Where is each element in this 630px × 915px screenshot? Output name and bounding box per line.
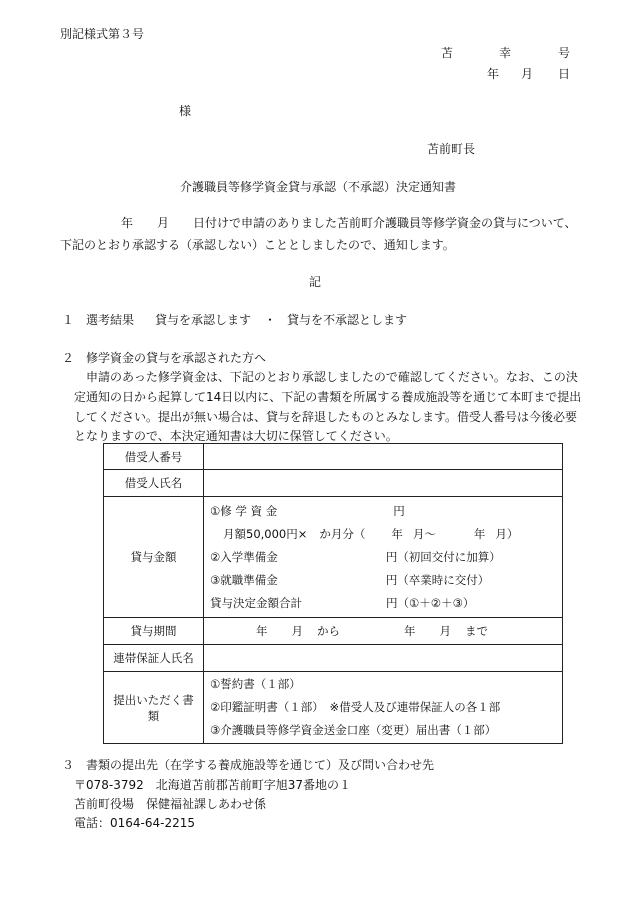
intro-month: 月 bbox=[157, 216, 170, 230]
period-year-2: 年 bbox=[404, 624, 416, 638]
form-number: 別記様式第３号 bbox=[60, 27, 145, 41]
section3-phone: 電話：0164-64-2215 bbox=[74, 816, 196, 830]
period-month-1: 月 bbox=[291, 624, 303, 638]
row-guarantor bbox=[104, 645, 563, 672]
date-month: 月 bbox=[521, 67, 534, 81]
section1-heading: 選考結果 bbox=[86, 313, 135, 327]
loan-period-value bbox=[204, 618, 563, 645]
ki-mark: 記 bbox=[309, 275, 322, 289]
amount-job-label: ③就職準備金 bbox=[210, 572, 278, 587]
loan-period-label: 貸与期間 bbox=[104, 618, 204, 645]
doc-number-suffix: 号 bbox=[558, 46, 571, 60]
doc-item-1: ①誓約書（１部） bbox=[210, 677, 301, 691]
loan-amount-label: 貸与金額 bbox=[104, 497, 204, 618]
intro-line1: 日付けで申請のありました苫前町介護職員等修学資金の貸与について、 bbox=[193, 216, 577, 230]
required-docs-value bbox=[204, 672, 563, 744]
section2-line-1: 申請のあった修学資金は、下記のとおり承認しましたので確認してください。なお、この決 bbox=[86, 370, 578, 384]
amount-job-yen: 円（卒業時に交付） bbox=[385, 572, 490, 587]
section2-line-2: 定通知の日から起算して14日以内に、下記の書類を所属する養成施設等を通じて本町まで提出 bbox=[74, 390, 582, 404]
period-year-1: 年 bbox=[256, 624, 268, 638]
doc-item-3: ③介護職員等修学資金送金口座（変更）届出書（１部） bbox=[210, 723, 497, 737]
doc-number-mid: 幸 bbox=[499, 46, 512, 60]
row-borrower-name bbox=[104, 470, 563, 497]
section3-address: 〒078-3792 北海道苫前郡苫前町字旭37番地の１ bbox=[74, 778, 352, 792]
loan-details-table bbox=[103, 443, 563, 744]
section1-separator: ・ bbox=[264, 313, 277, 327]
amount-prep-line bbox=[210, 546, 556, 569]
row-loan-period bbox=[104, 618, 563, 645]
borrower-number-value bbox=[204, 444, 563, 470]
amount-total-yen: 円（①＋②＋③） bbox=[386, 595, 475, 610]
sender: 苫前町長 bbox=[427, 142, 476, 156]
date-year: 年 bbox=[487, 67, 500, 81]
amount-tuition-yen: 円 bbox=[393, 503, 405, 518]
row-loan-amount bbox=[104, 497, 563, 618]
section3-office: 苫前町役場 保健福祉課しあわせ係 bbox=[74, 797, 267, 811]
section2-line-3: してください。提出が無い場合は、貸与を辞退したものとみなします。借受人番号は今後必要 bbox=[74, 410, 578, 424]
amount-monthly-b: か月分（ bbox=[319, 526, 366, 541]
amount-prep-label: ②入学準備金 bbox=[210, 549, 278, 564]
borrower-number-label: 借受人番号 bbox=[104, 444, 204, 470]
guarantor-value bbox=[204, 645, 563, 672]
section3-number: ３ bbox=[62, 758, 75, 772]
amount-tuition-line bbox=[210, 500, 556, 523]
amount-monthly-a: 月額50,000円× bbox=[223, 526, 308, 541]
section3-heading: 書類の提出先（在学する養成施設等を通じて）及び問い合わせ先 bbox=[86, 758, 435, 772]
section1-option-reject: 貸与を不承認とします bbox=[287, 313, 408, 327]
period-from: から bbox=[317, 624, 340, 638]
recipient-suffix: 様 bbox=[179, 104, 192, 118]
section2-number: ２ bbox=[62, 351, 75, 365]
section2-line-4: となりますので、本決定通知書は大切に保管してください。 bbox=[74, 429, 398, 443]
date-day: 日 bbox=[558, 67, 571, 81]
amount-job-line bbox=[210, 569, 556, 592]
amount-monthly-line bbox=[210, 523, 556, 546]
period-month-2: 月 bbox=[439, 624, 451, 638]
amount-monthly-f: 月） bbox=[495, 526, 519, 541]
row-required-docs bbox=[104, 672, 563, 744]
section1-number: １ bbox=[62, 313, 75, 327]
borrower-name-label: 借受人氏名 bbox=[104, 470, 204, 497]
borrower-name-value bbox=[204, 470, 563, 497]
section2-heading: 修学資金の貸与を承認された方へ bbox=[86, 351, 267, 365]
guarantor-label: 連帯保証人氏名 bbox=[104, 645, 204, 672]
section1-option-approve: 貸与を承認します bbox=[155, 313, 252, 327]
amount-tuition-label: ①修 学 資 金 bbox=[210, 503, 278, 518]
intro-line2: 下記のとおり承認する（承認しない）こととしましたので、通知します。 bbox=[60, 238, 455, 252]
amount-total-label: 貸与決定金額合計 bbox=[210, 595, 302, 610]
amount-monthly-d: 月～ bbox=[412, 526, 436, 541]
doc-item-2: ②印鑑証明書（１部） ※借受人及び連帯保証人の各１部 bbox=[210, 700, 501, 714]
amount-monthly-e: 年 bbox=[473, 526, 486, 541]
amount-total-line bbox=[210, 592, 556, 615]
amount-prep-yen: 円（初回交付に加算） bbox=[385, 549, 501, 564]
intro-year: 年 bbox=[121, 216, 134, 230]
amount-monthly-c: 年 bbox=[391, 526, 403, 541]
row-borrower-number bbox=[104, 444, 563, 470]
document-title: 介護職員等修学資金貸与承認（不承認）決定通知書 bbox=[180, 180, 457, 194]
period-to: まで bbox=[465, 624, 488, 638]
required-docs-label: 提出いただく書類 bbox=[104, 672, 204, 744]
doc-number-prefix: 苫 bbox=[441, 46, 454, 60]
loan-amount-value bbox=[204, 497, 563, 618]
